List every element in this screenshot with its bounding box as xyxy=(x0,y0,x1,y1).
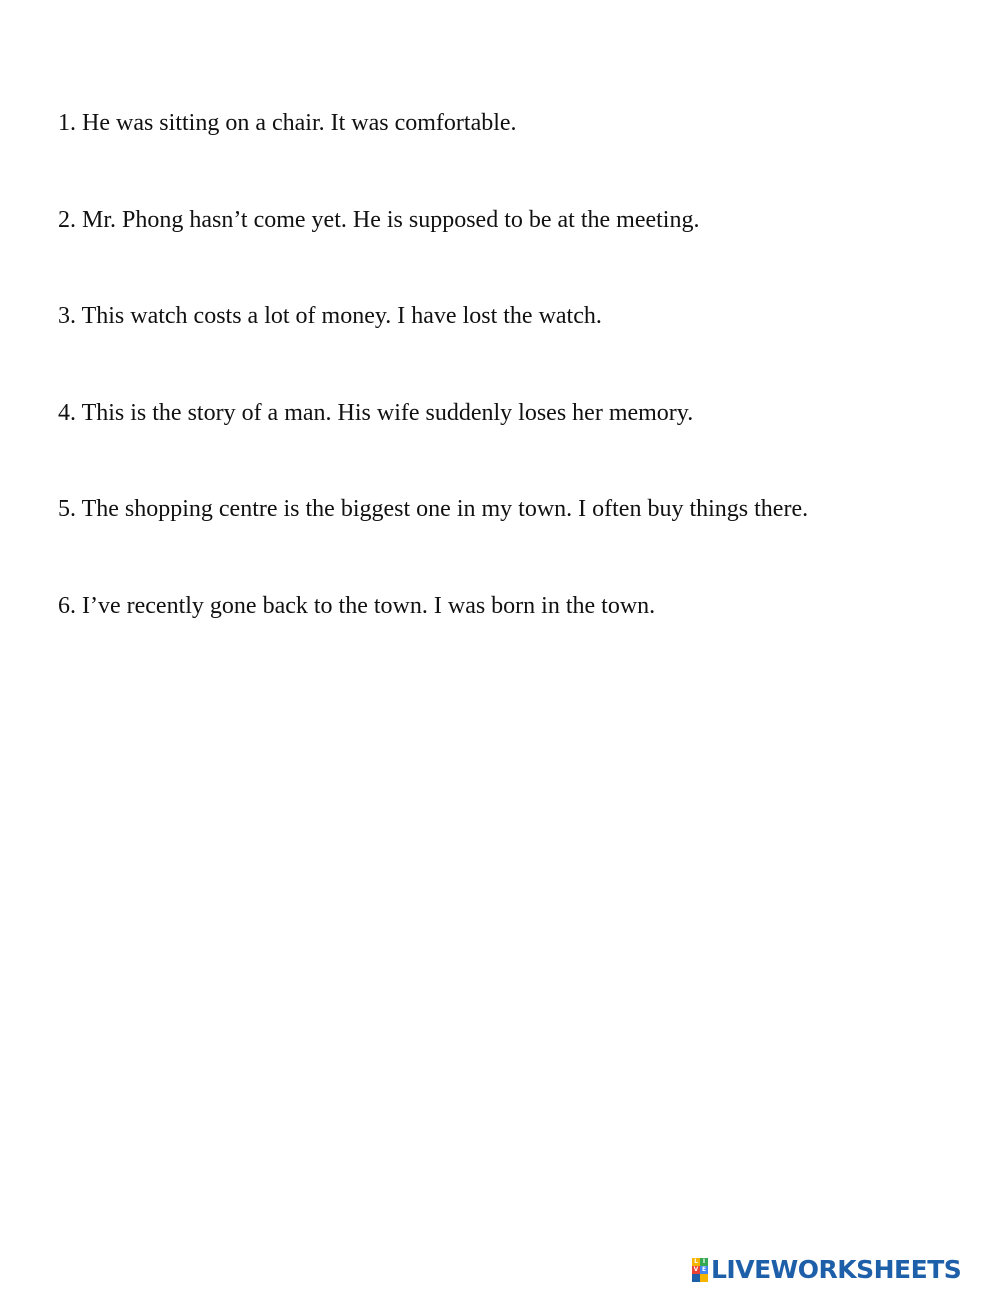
logo-mark-cell: V xyxy=(693,1266,699,1273)
liveworksheets-logo-icon xyxy=(692,1258,708,1282)
sentence-6: 6. I’ve recently gone back to the town. I was born in the town. xyxy=(58,592,656,619)
logo-mark-cell: L xyxy=(692,1258,700,1266)
logo-mark-cell: I xyxy=(700,1258,708,1266)
liveworksheets-logo xyxy=(692,1254,961,1286)
logo-mark-cell xyxy=(700,1274,708,1282)
sentence-2: 2. Mr. Phong hasn’t come yet. He is supposed to be at the meeting. xyxy=(58,206,700,233)
sentence-4: 4. This is the story of a man. His wife suddenly loses her memory. xyxy=(58,399,694,426)
sentence-1: 1. He was sitting on a chair. It was comfortable. xyxy=(58,110,517,136)
logo-mark-cell xyxy=(692,1274,700,1282)
logo-text: LIVEWORKSHEETS xyxy=(711,1255,962,1284)
logo-mark-cell: E xyxy=(701,1266,707,1273)
sentence-list xyxy=(58,108,808,688)
sentence-3: 3. This watch costs a lot of money. I have lost the watch. xyxy=(58,303,602,330)
sentence-5: 5. The shopping centre is the biggest one in my town. I often buy things there. xyxy=(58,496,809,523)
